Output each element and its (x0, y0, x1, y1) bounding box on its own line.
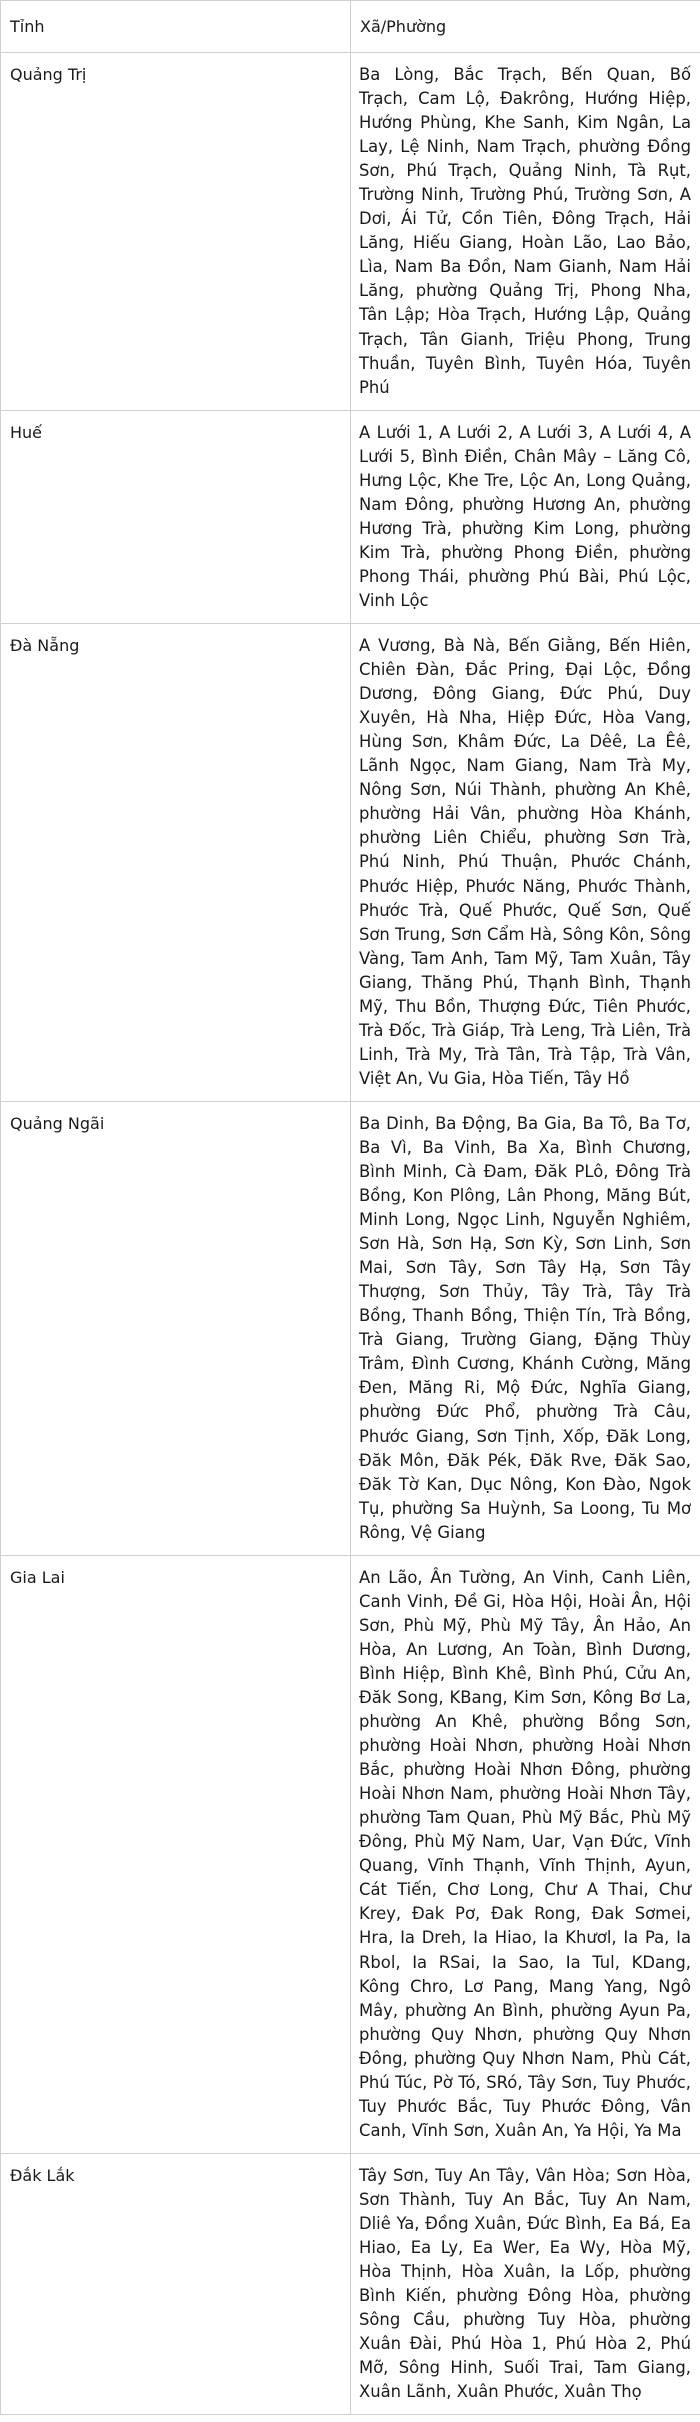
commune-list (351, 53, 700, 411)
province-name: Quảng Ngãi (1, 1101, 351, 1555)
header-province: Tỉnh (1, 1, 351, 53)
commune-list-text: Tây Sơn, Tuy An Tây, Vân Hòa; Sơn Hòa, Sơn Thành, Tuy An Bắc, Tuy An Nam, Dliê Ya, Đồng Xuân, Đức Bình, Ea Bá, Ea Hiao, Ea Ly, Ea Wer, Ea Wy, Hòa Mỹ, Hòa Thịnh, Hòa Xuân, Ia Lốp, phường Bình Kiến, phường Đông Hòa, phường Sông Cầu, phường Tuy Hòa, phường Xuân Đài, Phú Hòa 1, Phú Hòa 2, Phú Mỡ, Sông Hinh, Suối Trai, Tam Giang, Xuân Lãnh, Xuân Phước, Xuân Thọ (359, 2165, 691, 2402)
commune-list (351, 624, 700, 1102)
commune-list (351, 1101, 700, 1555)
commune-list-text: Ba Dinh, Ba Động, Ba Gia, Ba Tô, Ba Tơ, Ba Vì, Ba Vinh, Ba Xa, Bình Chương, Bình Minh, Cà Đam, Đăk PLô, Đông Trà Bồng, Kon Plông, Lân Phong, Măng Bút, Minh Long, Ngọc Linh, Nguyễn Nghiêm, Sơn Hà, Sơn Hạ, Sơn Kỳ, Sơn Linh, Sơn Mai, Sơn Tây, Sơn Tây Hạ, Sơn Tây Thượng, Sơn Thủy, Tây Trà, Tây Trà Bồng, Thanh Bồng, Thiện Tín, Trà Bồng, Trà Giang, Trường Giang, Đặng Thùy Trâm, Đình Cương, Khánh Cường, Măng Đen, Măng Ri, Mộ Đức, Nghĩa Giang, phường Đức Phổ, phường Trà Câu, Phước Giang, Sơn Tịnh, Xốp, Đăk Long, Đăk Môn, Đăk Pék, Đăk Rve, Đăk Sao, Đăk Tờ Kan, Dục Nông, Kon Đào, Ngok Tụ, phường Sa Huỳnh, Sa Loong, Tu Mơ Rông, Vệ Giang (359, 1113, 691, 1542)
table-row (1, 624, 700, 1102)
commune-list-text: An Lão, Ân Tường, An Vinh, Canh Liên, Canh Vinh, Đề Gi, Hòa Hội, Hoài Ân, Hội Sơn, Phù Mỹ, Phù Mỹ Tây, Ân Hảo, An Hòa, An Lương, An Toàn, Bình Dương, Bình Hiệp, Bình Khê, Bình Phú, Cửu An, Đăk Song, KBang, Kim Sơn, Kông Bơ La, phường An Khê, phường Bồng Sơn, phường Hoài Nhơn, phường Hoài Nhơn Bắc, phường Hoài Nhơn Đông, phường Hoài Nhơn Nam, phường Hoài Nhơn Tây, phường Tam Quan, Phù Mỹ Bắc, Phù Mỹ Đông, Phù Mỹ Nam, Uar, Vạn Đức, Vĩnh Quang, Vĩnh Thạnh, Vĩnh Thịnh, Ayun, Cát Tiến, Chơ Long, Chư A Thai, Chư Krey, Đak Pơ, Đak Rong, Đak Sơmei, Hra, Ia Dreh, Ia Hiao, Ia Khươl, Ia Pa, Ia Rbol, Ia RSai, Ia Sao, Ia Tul, KDang, Kông Chro, Lơ Pang, Mang Yang, Ngô Mây, phường An Bình, phường Ayun Pa, phường Quy Nhơn, phường Quy Nhơn Đông, phường Quy Nhơn Nam, Phù Cát, Phú Túc, Pờ Tó, SRó, Tây Sơn, Tuy Phước, Tuy Phước Bắc, Tuy Phước Đông, Vân Canh, Vĩnh Sơn, Xuân An, Ya Hội, Ya Ma (359, 1567, 691, 2140)
table-row (1, 53, 700, 411)
header-row (1, 1, 700, 53)
commune-list (351, 410, 700, 623)
commune-list (351, 2153, 700, 2414)
table-row (1, 1555, 700, 2153)
commune-list-text: A Lưới 1, A Lưới 2, A Lưới 3, A Lưới 4, A Lưới 5, Bình Điền, Chân Mây – Lăng Cô, Hưng Lộc, Khe Tre, Lộc An, Long Quảng, Nam Đông, phường Hương An, phường Hương Trà, phường Kim Long, phường Kim Trà, phường Phong Điền, phường Phong Thái, phường Phú Bài, Phú Lộc, Vinh Lộc (359, 422, 691, 610)
header-communes: Xã/Phường (351, 1, 700, 53)
commune-list (351, 1555, 700, 2153)
table-row (1, 1101, 700, 1555)
table-row (1, 2153, 700, 2414)
province-name: Quảng Trị (1, 53, 351, 411)
province-name: Gia Lai (1, 1555, 351, 2153)
province-name: Huế (1, 410, 351, 623)
province-name: Đắk Lắk (1, 2153, 351, 2414)
table-row (1, 410, 700, 623)
commune-list-text: A Vương, Bà Nà, Bến Giằng, Bến Hiên, Chiên Đàn, Đắc Pring, Đại Lộc, Đồng Dương, Đông Giang, Đức Phú, Duy Xuyên, Hà Nha, Hiệp Đức, Hòa Vang, Hùng Sơn, Khâm Đức, La Dêê, La Êê, Lãnh Ngọc, Nam Giang, Nam Trà My, Nông Sơn, Núi Thành, phường An Khê, phường Hải Vân, phường Hòa Khánh, phường Liên Chiểu, phường Sơn Trà, Phú Ninh, Phú Thuận, Phước Chánh, Phước Hiệp, Phước Năng, Phước Thành, Phước Trà, Quế Phước, Quế Sơn, Quế Sơn Trung, Sơn Cẩm Hà, Sông Kôn, Sông Vàng, Tam Anh, Tam Mỹ, Tam Xuân, Tây Giang, Thăng Phú, Thạnh Bình, Thạnh Mỹ, Thu Bồn, Thượng Đức, Tiên Phước, Trà Đốc, Trà Giáp, Trà Leng, Trà Liên, Trà Linh, Trà My, Trà Tân, Trà Tập, Trà Vân, Việt An, Vu Gia, Hòa Tiến, Tây Hồ (359, 636, 691, 1088)
province-name: Đà Nẵng (1, 624, 351, 1102)
table-body (1, 53, 700, 2415)
commune-list-text: Ba Lòng, Bắc Trạch, Bến Quan, Bố Trạch, Cam Lộ, Đakrông, Hướng Hiệp, Hướng Phùng, Khe Sanh, Kim Ngân, La Lay, Lệ Ninh, Nam Trạch, phường Đồng Sơn, Phú Trạch, Quảng Ninh, Tà Rụt, Trường Ninh, Trường Phú, Trường Sơn, A Dơi, Ái Tử, Cồn Tiên, Đông Trạch, Hải Lăng, Hiếu Giang, Hoàn Lão, Lao Bảo, Lìa, Nam Ba Đồn, Nam Gianh, Nam Hải Lăng, phường Quảng Trị, Phong Nha, Tân Lập; Hòa Trạch, Hướng Lập, Quảng Trạch, Tân Gianh, Triệu Phong, Trung Thuần, Tuyên Bình, Tuyên Hóa, Tuyên Phú (359, 65, 691, 397)
